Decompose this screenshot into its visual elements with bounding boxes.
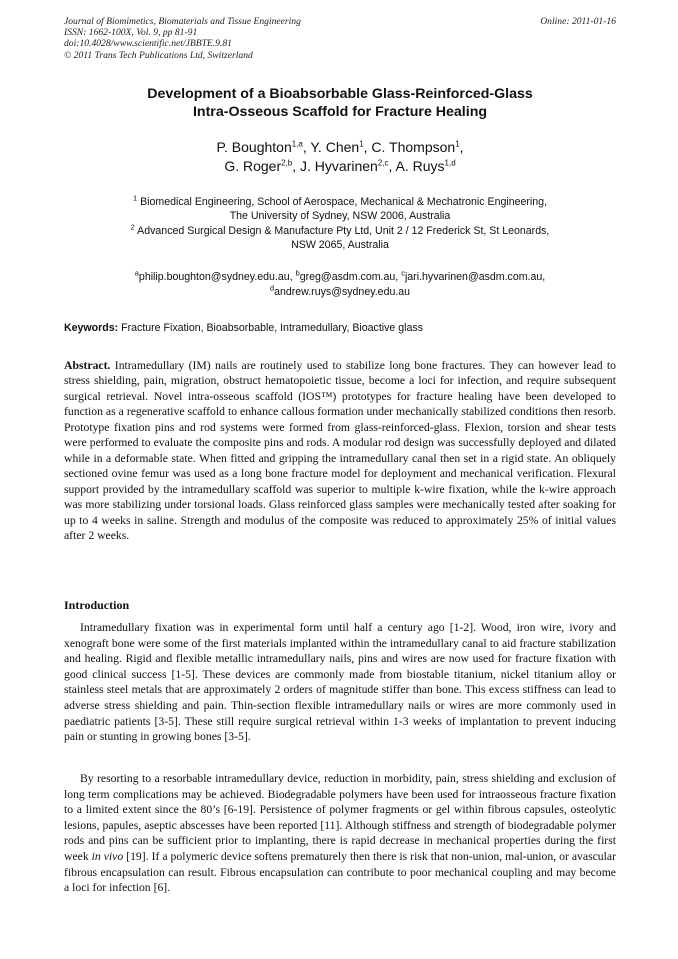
paper-title xyxy=(64,85,616,121)
author-emails xyxy=(64,270,616,299)
intro-paragraph-1: Intramedullary fixation was in experimental form until half a century ago [1-2]. Wood, iron wire, ivory and xenograft bone were some of the first materials implanted within the intramedullary canal to aid fracture stabilization and healing. Rigid and flexible metallic intramedullary nails, pins and wires are now used for fracture fixation with good clinical success [1-5]. These devices are commonly made from biostable titanium, nickel titanium alloy or stainless steel metals that are approximately 2 orders of magnitude stiffer than bone. This excess stiffness can lead to adverse stress shielding and pain. Thin-section flexible intramedullary nails or wires are more commonly used in paediatric patients [3-5]. These still require surgical retrieval within 1-3 weeks of implantation to prevent inducing pain or stunting in growing bones [3-5]. xyxy=(64,621,616,744)
abstract-text: Intramedullary (IM) nails are routinely used to stabilize long bone fractures. They can however lead to stress shielding, pain, migration, obstruct hematopoietic tissue, become a loci for infection, and require subsequent surgical retrieval. Novel intra-osseous scaffold (IOS™) prototypes for fracture healing have been developed to function as a regenerative scaffold to enhance callous formation under mechanically stabilized conditions then resorb. Prototype fixation pins and rod systems were formed from glass-reinforced-glass. Flexion, torsion and shear tests were performed to evaluate the composite pins and rods. A modular rod design was successfully deployed and dilated while in a deformable state. When fitted and gripping the intramedullary canal then set in a rigid state. An obliquely sectioned ovine femur was used as a long bone fracture model for deployment and mechanical verification. Flexural support provided by the intramedullary scaffold was superior to multiple k-wire fixation, while the k-wire approach was more stabilizing under torsional loads. Glass reinforced glass samples were mechanically tested after soaking for up to 4 weeks in saline. Strength and modulus of the composite was reduced to approximately 25% of initial values after 2 weeks. xyxy=(64,359,616,543)
affiliation-text: Biomedical Engineering, School of Aerospace, Mechanical & Mechatronic Engineering, xyxy=(140,196,548,208)
journal-issn: ISSN: 1662-100X, Vol. 9, pp 81-91 xyxy=(64,27,198,39)
section-heading-introduction: Introduction xyxy=(64,598,130,612)
journal-header xyxy=(64,16,616,61)
affiliation-line xyxy=(64,224,616,238)
author-affiliation-mark: 1,d xyxy=(444,157,456,167)
journal-name: Journal of Biomimetics, Biomaterials and Tissue Engineering xyxy=(64,16,301,27)
author-affiliation-mark: 1 xyxy=(455,139,460,149)
email-link[interactable]: greg@asdm.com.au, xyxy=(299,271,399,283)
author-affiliation-mark: 1,a xyxy=(291,139,303,149)
journal-doi: doi:10.4028/www.scientific.net/JBBTE.9.81 xyxy=(64,38,232,50)
email-link[interactable]: jari.hyvarinen@asdm.com.au, xyxy=(404,271,546,283)
title-line-1: Development of a Bioabsorbable Glass-Reinforced-Glass xyxy=(147,86,533,102)
affiliation-line xyxy=(64,195,616,209)
email-mark: d xyxy=(269,283,275,293)
abstract xyxy=(64,358,616,544)
online-date: Online: 2011-01-16 xyxy=(540,16,616,27)
email-link[interactable]: andrew.ruys@sydney.edu.au xyxy=(274,285,411,298)
affiliation-1 xyxy=(64,195,616,224)
author-list xyxy=(64,138,616,175)
email-mark: c xyxy=(401,268,405,278)
email-link[interactable]: philip.boughton@sydney.edu.au, xyxy=(138,271,293,283)
email-mark: b xyxy=(295,268,300,278)
paragraph-italic-text: in vivo xyxy=(91,849,124,863)
author-affiliation-mark: 2,c xyxy=(377,157,389,167)
author-name: G. Roger xyxy=(224,157,282,174)
affiliation-2 xyxy=(64,224,616,253)
abstract-label: Abstract. xyxy=(64,359,111,372)
author-affiliation-mark: 2,b xyxy=(281,157,293,167)
keywords-label: Keywords: xyxy=(64,322,119,334)
paragraph-text: [19]. If a polymeric device softens prematurely then there is risk that non-union, mal-union, or avascular fibrous encapsulation can result. Fibrous encapsulation can contribute to poor mechanical coupling and may become a loci for infection [6]. xyxy=(64,849,616,895)
affiliation-mark: 1 xyxy=(132,193,138,203)
email-mark: a xyxy=(134,268,139,278)
author-affiliation-mark: 1 xyxy=(359,139,364,149)
intro-paragraph-2 xyxy=(64,771,616,896)
author-name: P. Boughton xyxy=(216,139,292,155)
affiliation-text: Advanced Surgical Design & Manufacture Pty Ltd, Unit 2 / 12 Frederick St, St Leonards, xyxy=(137,225,550,237)
affiliation-mark: 2 xyxy=(130,222,135,232)
keywords-text: Fracture Fixation, Bioabsorbable, Intramedullary, Bioactive glass xyxy=(121,322,423,334)
author-name: J. Hyvarinen xyxy=(300,157,378,174)
author-name: A. Ruys xyxy=(395,157,445,174)
author-line-1: P. Boughton$^{1,a}$, Y. Chen$^1$, C. Thompson$^1$, xyxy=(216,139,464,155)
author-name: Y. Chen xyxy=(310,139,360,155)
journal-copyright: © 2011 Trans Tech Publications Ltd, Switzerland xyxy=(64,49,253,61)
paragraph-text: By resorting to a resorbable intramedullary device, reduction in morbidity, pain, stress shielding and exclusion of long term complications may be achieved. Biodegradable polymers have been used for intraosseous fracture fixation to a limited extent since the 80’s [6-19]. Persistence of polymer fragments or gel within fibrous capsules, osteolytic lesions, papules, aseptic abscesses have been reported [11]. Although stiffness and strength of biodegradable polymer rods and pins can be sufficient prior to implanting, there is rapid decrease in mechanical properties during the first week xyxy=(64,772,616,863)
title-line-2: Intra-Osseous Scaffold for Fracture Healing xyxy=(192,104,488,120)
email-line-2 xyxy=(64,285,616,300)
author-line-2: G. Roger$^{2,b}$, J. Hyvarinen$^{2,c}$, A. Ruys$^{1,d}$ xyxy=(224,157,456,174)
keywords xyxy=(64,321,616,335)
author-name: C. Thompson xyxy=(371,139,456,155)
email-line-1 xyxy=(64,270,616,285)
affiliation-line: NSW 2065, Australia xyxy=(291,239,389,252)
affiliation-line: The University of Sydney, NSW 2006, Australia xyxy=(229,210,451,223)
